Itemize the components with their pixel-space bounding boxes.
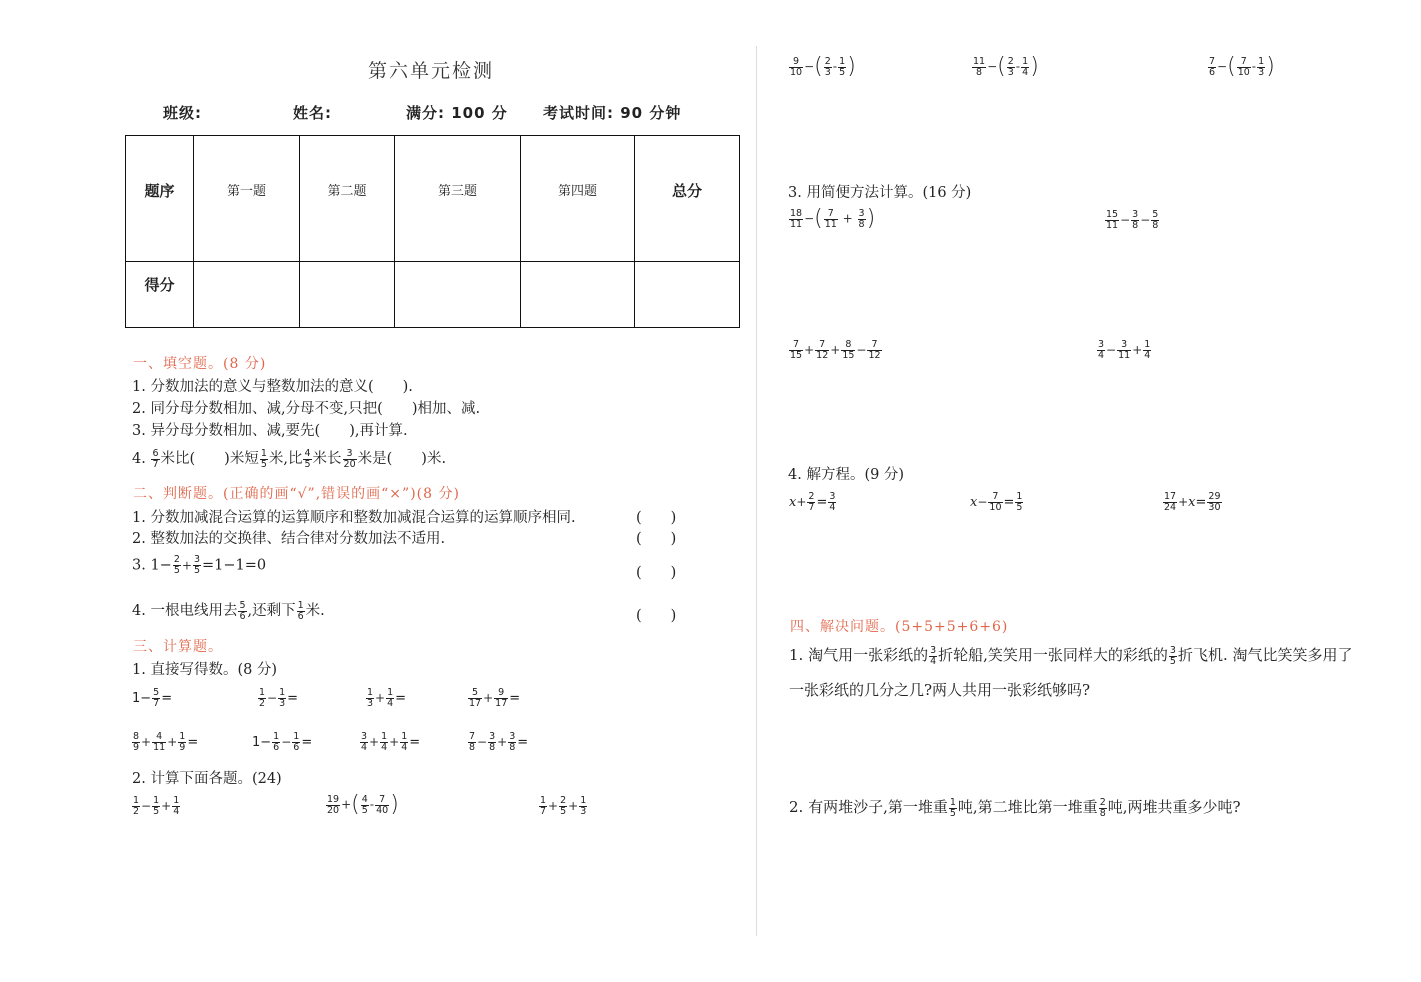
judge-q3-answer[interactable]: ( ) <box>636 565 677 581</box>
judge-q1: 1. 分数加减混合运算的运算顺序和整数加减混合运算的运算顺序相同. <box>132 510 576 526</box>
oral-calc-7: $\frac{3}{4}$ + $\frac{1}{4}$ + $\frac{1}{4}$ = <box>361 731 421 753</box>
oral-calc-5: $\frac{8}{9}$ + $\frac{4}{11}$ + $\frac{1}{9}$ = <box>133 731 199 753</box>
fill-q3: 3. 异分母分数相加、减,要先( ),再计算. <box>132 423 408 439</box>
calc-item-5: $\frac{11}{8}$ −( $\frac{2}{3}$ - $\frac{1}{4}$ ) <box>973 54 1039 79</box>
class-label: 班级: <box>163 104 202 122</box>
header-cell-total: 总分 <box>635 136 740 262</box>
header-cell-q4: 第四题 <box>521 136 635 262</box>
fill-q4: 4. $\frac{6}{7}$ 米比( )米短 $\frac{1}{5}$ 米,比 $\frac{4}{5}$ 米长 $\frac{3}{20}$ 米是( )米. <box>132 447 447 470</box>
section3-heading: 三、计算题。 <box>133 639 223 655</box>
oral-calc-2: $\frac{1}{2}$ − $\frac{1}{3}$ = <box>259 687 299 709</box>
header-cell-q1: 第一题 <box>194 136 300 262</box>
score-table <box>125 135 740 328</box>
fraction: $\frac{3}{20}$ <box>343 447 356 470</box>
fraction: $\frac{4}{5}$ <box>304 447 311 470</box>
oral-calc-1: 1− $\frac{5}{7}$ = <box>132 687 173 709</box>
calc-part3-label: 3. 用简便方法计算。(16 分) <box>788 185 972 201</box>
header-cell-order: 题序 <box>126 136 194 262</box>
calc-part2-label: 2. 计算下面各题。(24) <box>132 771 282 787</box>
header-cell-q2: 第二题 <box>300 136 395 262</box>
calc-item-1: $\frac{1}{2}$ − $\frac{1}{5}$ + $\frac{1}{4}$ <box>133 795 180 817</box>
problem-q1-line2: 一张彩纸的几分之几?两人共用一张彩纸够吗? <box>789 681 1091 699</box>
judge-q3: 3. 1− $\frac{2}{5}$ + $\frac{3}{5}$ =1−1=0 <box>132 554 267 576</box>
score-cell-total[interactable] <box>635 262 740 328</box>
score-cell-q4[interactable] <box>521 262 635 328</box>
calc-item-6: $\frac{7}{6}$ −( $\frac{7}{10}$ - $\frac{1}{3}$ ) <box>1209 54 1275 79</box>
oral-calc-4: $\frac{5}{17}$ + $\frac{9}{17}$ = <box>469 687 521 709</box>
calc-part4-label: 4. 解方程。(9 分) <box>788 467 905 483</box>
full-score: 满分: 100 分 <box>406 104 508 122</box>
score-table-score-row <box>126 262 740 328</box>
section2-heading: 二、判断题。(正确的画“√”,错误的画“×”)(8 分) <box>133 486 460 502</box>
score-cell-q3[interactable] <box>395 262 521 328</box>
page-title: 第六单元检测 <box>368 60 495 82</box>
score-row-label: 得分 <box>126 262 194 328</box>
equation-3: $\frac{17}{24}$ +x= $\frac{29}{30}$ <box>1164 491 1221 513</box>
simple-calc-4: $\frac{3}{4}$ − $\frac{3}{11}$ + $\frac{1}{4}$ <box>1098 339 1151 361</box>
section4-heading: 四、解决问题。(5+5+5+6+6) <box>790 619 1009 635</box>
judge-q1-answer[interactable]: ( ) <box>636 510 677 526</box>
oral-calc-8: $\frac{7}{8}$ − $\frac{3}{8}$ + $\frac{3}{8}$ = <box>469 731 529 753</box>
simple-calc-2: $\frac{15}{11}$ − $\frac{3}{8}$ − $\frac{5}{8}$ <box>1106 209 1159 231</box>
header-cell-q3: 第三题 <box>395 136 521 262</box>
oral-calc-6: 1− $\frac{1}{6}$ − $\frac{1}{6}$ = <box>252 731 313 753</box>
calc-item-4: $\frac{9}{10}$ −( $\frac{2}{3}$ - $\frac{1}{5}$ ) <box>790 54 856 79</box>
fill-q1: 1. 分数加法的意义与整数加法的意义( ). <box>132 379 413 395</box>
calc-item-3: $\frac{1}{7}$ + $\frac{2}{5}$ + $\frac{1}{3}$ <box>540 795 587 817</box>
simple-calc-3: $\frac{7}{15}$ + $\frac{7}{12}$ + $\frac{8}{15}$ − $\frac{7}{12}$ <box>790 339 881 361</box>
problem-q2: 2. 有两堆沙子,第一堆重 $\frac{1}{5}$ 吨,第二堆比第一堆重 $\frac{2}{8}$ 吨,两堆共重多少吨? <box>789 796 1241 819</box>
oral-calc-3: $\frac{1}{3}$ + $\frac{1}{4}$ = <box>367 687 407 709</box>
exam-time: 考试时间: 90 分钟 <box>543 104 682 122</box>
name-label: 姓名: <box>293 104 332 122</box>
fraction: $\frac{1}{5}$ <box>260 447 267 470</box>
score-cell-q1[interactable] <box>194 262 300 328</box>
fraction: $\frac{6}{7}$ <box>152 447 159 470</box>
judge-q2: 2. 整数加法的交换律、结合律对分数加法不适用. <box>132 531 446 547</box>
calc-item-2: $\frac{19}{20}$ +( $\frac{4}{5}$ - $\frac{7}{40}$ ) <box>327 792 399 817</box>
fill-q2: 2. 同分母分数相加、减,分母不变,只把( )相加、减. <box>132 401 481 417</box>
simple-calc-1: $\frac{18}{11}$ −( $\frac{7}{11}$ + $\frac{3}{8}$ ) <box>790 206 876 231</box>
section1-heading: 一、填空题。(8 分) <box>133 356 267 372</box>
judge-q4: 4. 一根电线用去 $\frac{5}{6}$ ,还剩下 $\frac{1}{6}$ 米. <box>132 599 325 622</box>
score-cell-q2[interactable] <box>300 262 395 328</box>
judge-q4-answer[interactable]: ( ) <box>636 608 677 624</box>
equation-1: x+ $\frac{2}{7}$ = $\frac{3}{4}$ <box>789 491 836 513</box>
page-divider <box>756 46 757 936</box>
equation-2: x− $\frac{7}{10}$ = $\frac{1}{5}$ <box>970 491 1023 513</box>
judge-q2-answer[interactable]: ( ) <box>636 531 677 547</box>
calc-part1-label: 1. 直接写得数。(8 分) <box>132 662 278 678</box>
score-table-header-row <box>126 136 740 262</box>
problem-q1: 1. 淘气用一张彩纸的 $\frac{3}{4}$ 折轮船,笑笑用一张同样大的彩纸的 $\frac{3}{5}$ 折飞机. 淘气比笑笑多用了 <box>789 644 1353 667</box>
